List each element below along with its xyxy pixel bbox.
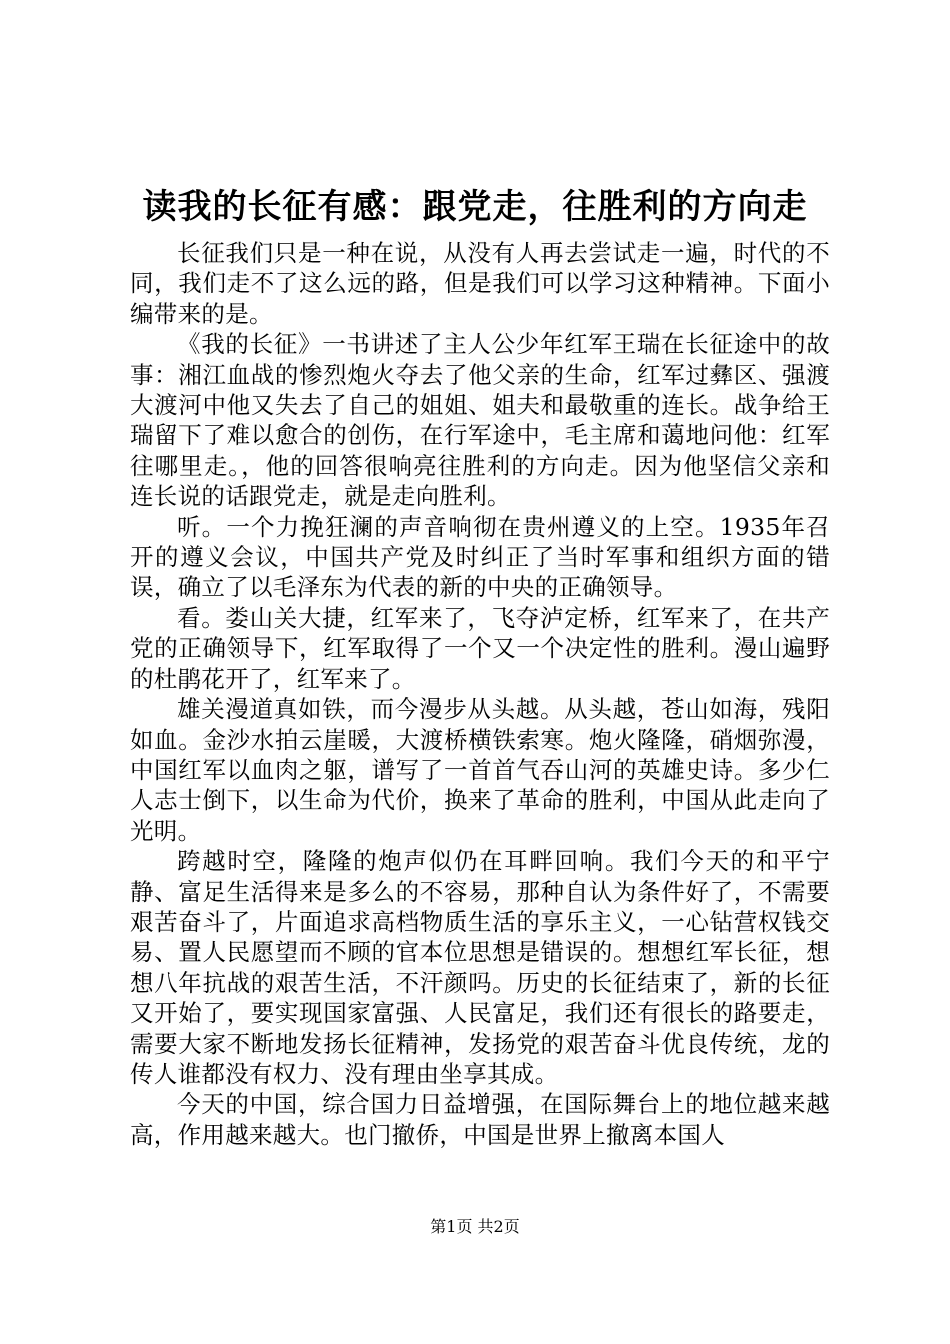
paragraph-reflection: 跨越时空，隆隆的炮声似仍在耳畔回响。我们今天的和平宁静、富足生活得来是多么的不容易，那种自认为条件好了，不需要艰苦奋斗了，片面追求高档物质生活的享乐主义，一心钻营权钱交易、置人民愿望而不顾的官本位思想是错误的。想想红军长征，想想八年抗战的艰苦生活，不汗颜吗。历史的长征结束了，新的长征又开始了，要实现国家富强、人民富足，我们还有很长的路要走，需要大家不断地发扬长征精神，发扬党的艰苦奋斗优良传统，龙的传人谁都没有权力、没有理由坐享其成。	[130, 847, 830, 1088]
paragraph-intro: 长征我们只是一种在说，从没有人再去尝试走一遍，时代的不同，我们走不了这么远的路，但是我们可以学习这种精神。下面小编带来的是。	[130, 239, 830, 328]
paragraph-today: 今天的中国，综合国力日益增强，在国际舞台上的地位越来越高，作用越来越大。也门撤侨，中国是世界上撤离本国人	[130, 1090, 830, 1149]
paragraph-poem: 雄关漫道真如铁，而今漫步从头越。从头越，苍山如海，残阳如血。金沙水拍云崖暖，大渡桥横铁索寒。炮火隆隆，硝烟弥漫，中国红军以血肉之躯，谱写了一首首气吞山河的英雄史诗。多少仁人志士倒下，以生命为代价，换来了革命的胜利，中国从此走向了光明。	[130, 695, 830, 845]
paragraph-book-summary: 《我的长征》一书讲述了主人公少年红军王瑞在长征途中的故事：湘江血战的惨烈炮火夺去了他父亲的生命，红军过彝区、强渡大渡河中他又失去了自己的姐姐、姐夫和最敬重的连长。战争给王瑞留下了难以愈合的创伤，在行军途中，毛主席和蔼地问他：红军往哪里走。，他的回答很响亮往胜利的方向走。因为他坚信父亲和连长说的话跟党走，就是走向胜利。	[130, 330, 830, 511]
document-body	[130, 238, 830, 1150]
paragraph-victories: 看。娄山关大捷，红军来了，飞夺泸定桥，红军来了，在共产党的正确领导下，红军取得了一个又一个决定性的胜利。漫山遍野的杜鹃花开了，红军来了。	[130, 603, 830, 693]
paragraph-zunyi: 听。一个力挽狂澜的声音响彻在贵州遵义的上空。1935年召开的遵义会议，中国共产党及时纠正了当时军事和组织方面的错误，确立了以毛泽东为代表的新的中央的正确领导。	[130, 512, 830, 602]
page-title: 读我的长征有感：跟党走，往胜利的方向走	[142, 187, 808, 227]
page-number-footer: 第1页 共2页	[430, 1217, 520, 1236]
